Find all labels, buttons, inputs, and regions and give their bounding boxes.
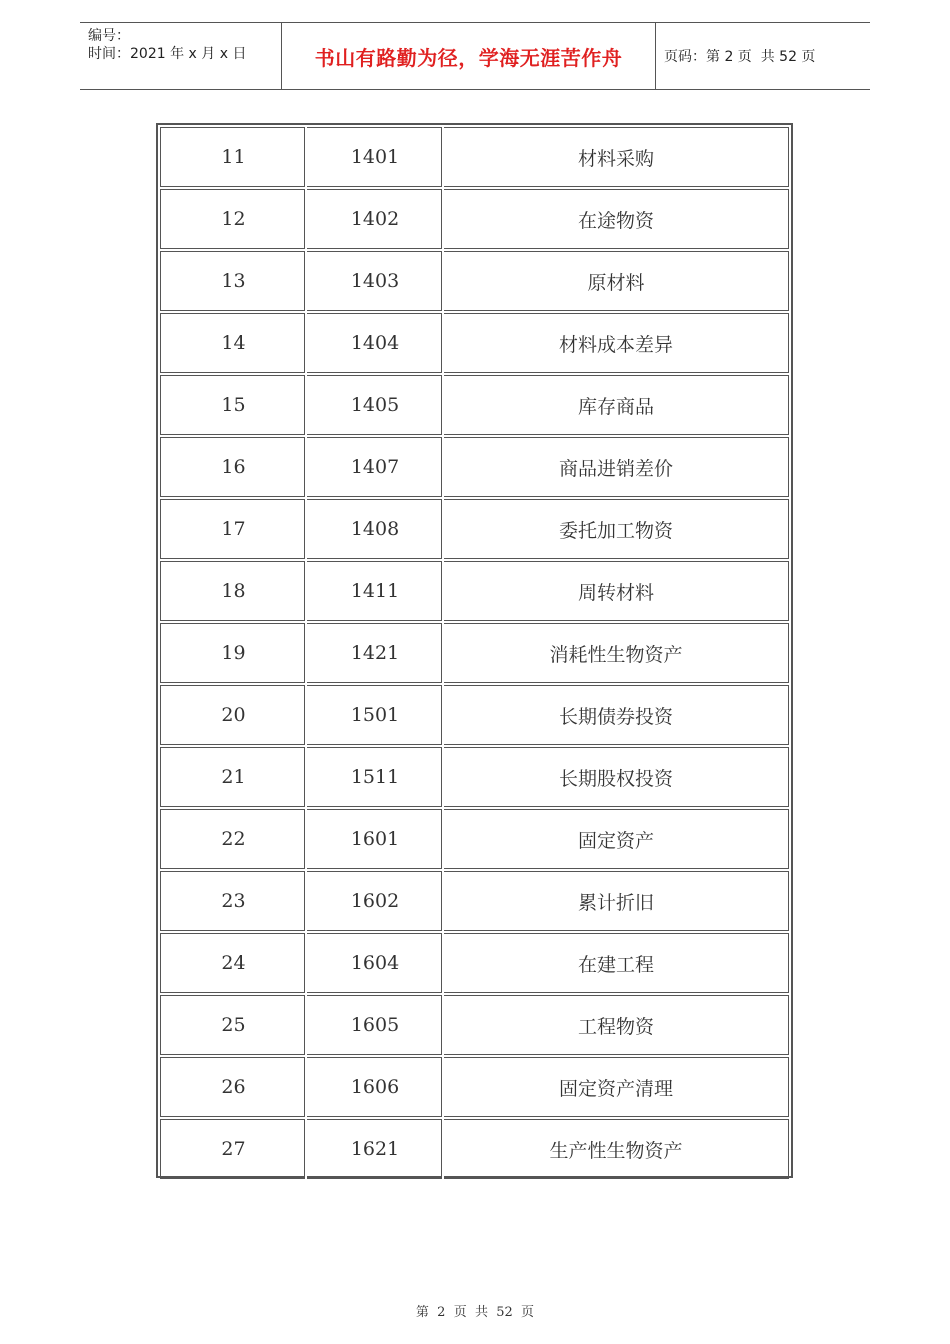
row-number-cell: 19 bbox=[160, 623, 307, 683]
account-name-cell: 库存商品 bbox=[444, 375, 789, 435]
table-row bbox=[160, 127, 789, 187]
accounts-table-body bbox=[160, 127, 789, 1179]
table-row bbox=[160, 375, 789, 435]
accounts-table-frame bbox=[156, 123, 793, 1178]
document-time-label: 时间：2021 年 x 月 x 日 bbox=[88, 46, 247, 62]
row-number-cell: 15 bbox=[160, 375, 307, 435]
account-name-cell: 原材料 bbox=[444, 251, 789, 311]
table-row bbox=[160, 747, 789, 807]
account-name-cell: 累计折旧 bbox=[444, 871, 789, 931]
account-name-cell: 材料成本差异 bbox=[444, 313, 789, 373]
header-meta bbox=[88, 27, 246, 63]
account-name-cell: 周转材料 bbox=[444, 561, 789, 621]
account-name-cell: 固定资产 bbox=[444, 809, 789, 869]
table-row bbox=[160, 1057, 789, 1117]
account-name-cell: 工程物资 bbox=[444, 995, 789, 1055]
account-name-cell: 商品进销差价 bbox=[444, 437, 789, 497]
table-row bbox=[160, 313, 789, 373]
account-name-cell: 在途物资 bbox=[444, 189, 789, 249]
account-name-cell: 生产性生物资产 bbox=[444, 1119, 789, 1179]
account-code-cell: 1605 bbox=[307, 995, 444, 1055]
account-code-cell: 1621 bbox=[307, 1119, 444, 1179]
table-row bbox=[160, 871, 789, 931]
table-row bbox=[160, 189, 789, 249]
row-number-cell: 17 bbox=[160, 499, 307, 559]
account-code-cell: 1606 bbox=[307, 1057, 444, 1117]
row-number-cell: 18 bbox=[160, 561, 307, 621]
account-name-cell: 委托加工物资 bbox=[444, 499, 789, 559]
account-code-cell: 1411 bbox=[307, 561, 444, 621]
account-code-cell: 1501 bbox=[307, 685, 444, 745]
row-number-cell: 16 bbox=[160, 437, 307, 497]
account-name-cell: 材料采购 bbox=[444, 127, 789, 187]
row-number-cell: 26 bbox=[160, 1057, 307, 1117]
row-number-cell: 24 bbox=[160, 933, 307, 993]
row-number-cell: 20 bbox=[160, 685, 307, 745]
account-code-cell: 1405 bbox=[307, 375, 444, 435]
table-row bbox=[160, 561, 789, 621]
account-name-cell: 消耗性生物资产 bbox=[444, 623, 789, 683]
header-divider-right bbox=[655, 23, 656, 89]
row-number-cell: 25 bbox=[160, 995, 307, 1055]
accounts-table bbox=[160, 125, 789, 1181]
row-number-cell: 22 bbox=[160, 809, 307, 869]
account-name-cell: 长期债券投资 bbox=[444, 685, 789, 745]
row-number-cell: 14 bbox=[160, 313, 307, 373]
row-number-cell: 21 bbox=[160, 747, 307, 807]
header-page-info: 页码：第 2 页 共 52 页 bbox=[664, 49, 816, 65]
table-row bbox=[160, 499, 789, 559]
page-header bbox=[80, 22, 870, 90]
page-footer: 第 2 页 共 52 页 bbox=[415, 1305, 535, 1320]
row-number-cell: 11 bbox=[160, 127, 307, 187]
row-number-cell: 12 bbox=[160, 189, 307, 249]
account-code-cell: 1404 bbox=[307, 313, 444, 373]
table-row bbox=[160, 933, 789, 993]
row-number-cell: 13 bbox=[160, 251, 307, 311]
row-number-cell: 27 bbox=[160, 1119, 307, 1179]
account-code-cell: 1601 bbox=[307, 809, 444, 869]
account-code-cell: 1511 bbox=[307, 747, 444, 807]
table-row bbox=[160, 685, 789, 745]
account-code-cell: 1407 bbox=[307, 437, 444, 497]
account-code-cell: 1604 bbox=[307, 933, 444, 993]
table-row bbox=[160, 251, 789, 311]
table-row bbox=[160, 995, 789, 1055]
table-row bbox=[160, 623, 789, 683]
table-row bbox=[160, 1119, 789, 1179]
table-row bbox=[160, 809, 789, 869]
row-number-cell: 23 bbox=[160, 871, 307, 931]
account-code-cell: 1402 bbox=[307, 189, 444, 249]
header-motto: 书山有路勤为径，学海无涯苦作舟 bbox=[314, 45, 623, 70]
account-code-cell: 1401 bbox=[307, 127, 444, 187]
account-code-cell: 1403 bbox=[307, 251, 444, 311]
account-code-cell: 1602 bbox=[307, 871, 444, 931]
account-name-cell: 固定资产清理 bbox=[444, 1057, 789, 1117]
account-code-cell: 1408 bbox=[307, 499, 444, 559]
table-row bbox=[160, 437, 789, 497]
account-name-cell: 在建工程 bbox=[444, 933, 789, 993]
account-name-cell: 长期股权投资 bbox=[444, 747, 789, 807]
document-number-label: 编号： bbox=[88, 28, 130, 44]
account-code-cell: 1421 bbox=[307, 623, 444, 683]
